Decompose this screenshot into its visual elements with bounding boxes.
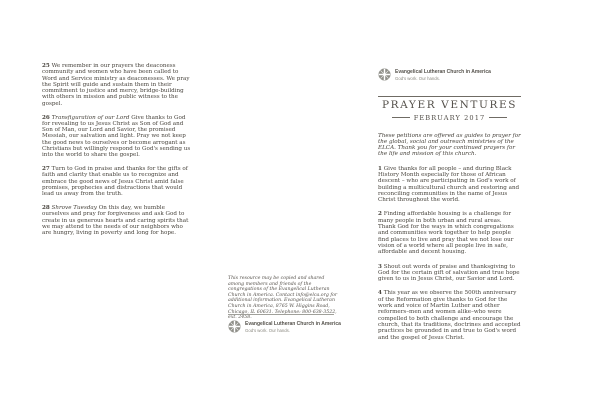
elca-wordmark [395,69,491,81]
left-page-text-column [42,63,191,244]
prayer-text: This year as we observe the 500th anniversary of the Reformation give thanks to God for the work and voice of Martin Luther and other reformers–men and women alike–who were compelled to both challenge and encourage the church, that its traditions, doctrines and accepted practices be grounded in and true to God's word and the gospel of Jesus Christ. [378,290,521,341]
elca-name: Evangelical Lutheran Church in America [245,320,341,327]
footer-divider-rule [228,314,334,315]
festival-name: Shrove Tuesday [51,205,97,212]
elca-tagline: God's work. Our hands. [245,327,291,333]
day-number: 2 [378,211,382,218]
day-number: 1 [378,165,382,172]
masthead-top-rule [378,96,521,97]
prayer-text: Give thanks for all people – and during Black History Month especially for those of African descent – who are participating in God's work of building a multicultural church and restoring and reconciling communities in the name of Jesus Christ throughout the world. [378,165,520,204]
day-number: 28 [42,205,50,212]
day-number: 27 [42,166,50,173]
day-number: 4 [378,290,382,297]
elca-wordmark [245,321,341,333]
elca-name: Evangelical Lutheran Church in America [395,68,491,75]
intro-paragraph: These petitions are offered as guides to prayer for the global, social and outreach ministries of the ELCA. Thank you for your continued prayers for the life and mission of this church. [378,132,521,158]
elca-emblem-icon [228,320,241,333]
festival-name: Transfiguration of our Lord [51,114,130,121]
subtitle-left-rule [392,117,410,118]
prayer-text: Finding affordable housing is a challenge for many people in both urban and rural areas. Thank God for the ways in which congregations and communities work together to help people find places to live and pray that we not lose our vision of a world where all people live in safe, affordable and decent housing. [378,211,514,256]
right-page-text-column [378,68,521,341]
copyright-note: This resource may be copied and shared among members and friends of the congregations of the Evangelical Lutheran Church in America. Contact info@elca.org for additional information. Evangelical Lutheran Church in America, 8765 W. Higgins Road, Chicago, IL 60631. Telephone: 800-638-3522, ext. 2458. [228,276,338,321]
prayer-paragraph-2 [378,211,521,255]
masthead-subtitle-row [378,114,521,122]
prayer-paragraph-4 [378,290,521,340]
subtitle-right-rule [489,117,507,118]
day-number: 3 [378,263,382,270]
prayer-text: On this day, we humble ourselves and pray for forgiveness and ask God to create in us generous hearts and caring spirits that we may attend to the needs of our neighbors who are hungry, living in poverty and long for hope. [42,205,189,237]
newsletter-issue-date: FEBRUARY 2017 [413,113,486,122]
prayer-paragraph-28 [42,205,191,236]
prayer-paragraph-26 [42,115,191,159]
elca-emblem-icon [378,68,391,81]
day-number: 25 [42,63,50,69]
elca-logo-header [378,68,521,81]
elca-logo-footer [228,320,341,333]
prayer-text: Shout out words of praise and thanksgiving to God for the certain gift of salvation and true hope given to us in Jesus Christ, our Savior and Lord. [378,263,520,283]
prayer-paragraph-3 [378,264,521,283]
elca-tagline: God's work. Our hands. [395,75,441,81]
prayer-text: Turn to God in praise and thanks for the gifts of faith and clarity that enable us to recognize and embrace the good news of Jesus Christ amid false promises, prophecies and distractions that would lead us away from the truth. [42,166,188,198]
prayer-text: Give thanks to God for revealing to us Jesus Christ as Son of God and Son of Man, our Lord and Savior, the promised Messiah, our salvation and light. Pray we not keep the good news to ourselves or become arrogant as Christians but willingly respond to God's sending us into the world to share the gospel. [42,114,191,159]
prayer-paragraph-27 [42,166,191,197]
prayer-text: We remember in our prayers the deaconess community and women who have been called to Word and Service ministry as deaconesses. We pray the Spirit will guide and sustain them in their commitment to justice and mercy, bridge-building with others in mission and public witness to the gospel. [42,63,190,107]
prayer-paragraph-25 [42,63,191,107]
masthead [378,96,521,122]
day-number: 26 [42,114,50,121]
prayer-paragraph-1 [378,166,521,204]
newsletter-title: PRAYER VENTURES [381,99,518,111]
